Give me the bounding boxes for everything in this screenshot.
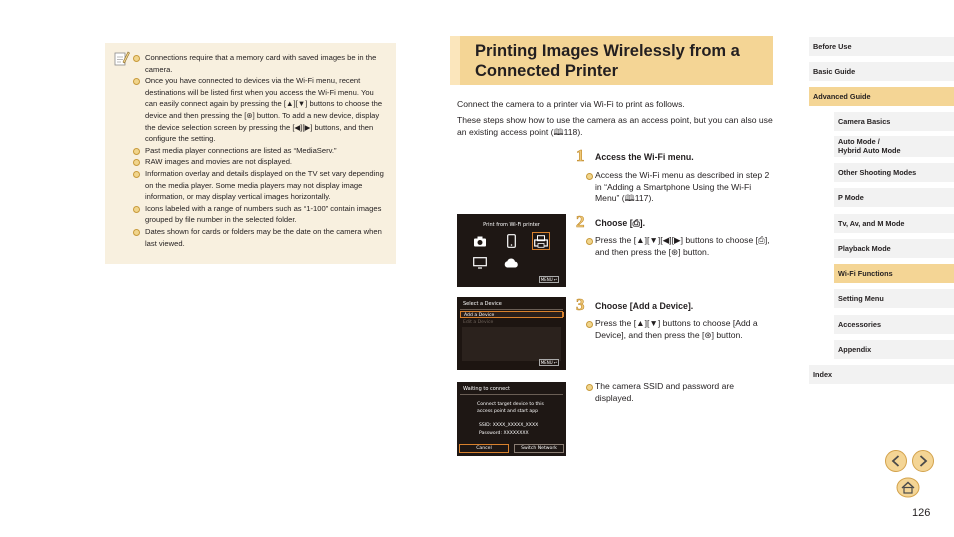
previous-page-button[interactable] (885, 450, 907, 472)
screen-title: Select a Device (463, 301, 502, 307)
arrow-left-icon (891, 455, 901, 467)
pencil-note-icon (112, 50, 130, 68)
tv-icon (471, 254, 489, 272)
camera-icon (471, 232, 489, 250)
camera-screen-select-device (457, 297, 566, 370)
page-title: Printing Images Wirelessly from a Connected Printer (475, 42, 740, 80)
step-number: 1 (576, 146, 585, 165)
cloud-icon (502, 254, 520, 272)
nav-setting-menu[interactable]: Setting Menu (834, 289, 954, 308)
note-item: Icons labeled with a range of numbers such as “1-100” contain images grouped by file number in the selected folder. (132, 203, 388, 226)
notes-box (105, 43, 396, 264)
nav-appendix[interactable]: Appendix (834, 340, 954, 359)
ssid-text: SSID: XXXX_XXXXX_XXXX (479, 423, 539, 428)
nav-auto-mode[interactable] (834, 136, 954, 157)
scrollbar-thumb (562, 312, 564, 317)
camera-screen-waiting (457, 382, 566, 456)
note-item: Information overlay and details displayed on the TV set vary depending on the media player. Some media players may not display image information, or may display vertical images horizontally. (132, 168, 388, 203)
nav-auto-mode-line2: Hybrid Auto Mode (838, 145, 901, 155)
screen-title: Print from Wi-Fi printer (483, 222, 540, 228)
nav-p-mode[interactable]: P Mode (834, 188, 954, 207)
nav-basic-guide[interactable]: Basic Guide (809, 62, 954, 81)
home-button[interactable] (896, 476, 920, 498)
home-icon (896, 476, 920, 498)
step-number: 2 (576, 212, 585, 231)
nav-before-use[interactable]: Before Use (809, 37, 954, 56)
switch-network-button[interactable]: Switch Network (514, 444, 564, 453)
note-item: RAW images and movies are not displayed. (132, 156, 388, 168)
step-text: Press the [▲][▼][◀][▶] buttons to choose [⎙], and then press the [⊛] button. (585, 235, 775, 258)
menu-back-badge: MENU ↩ (540, 360, 558, 365)
nav-playback-mode[interactable]: Playback Mode (834, 239, 954, 258)
step-text: Press the [▲][▼] buttons to choose [Add a Device], and then press the [⊛] button. (585, 318, 775, 341)
nav-advanced-guide[interactable]: Advanced Guide (809, 87, 954, 106)
title-banner (450, 36, 773, 85)
step-title: Access the Wi-Fi menu. (595, 152, 694, 162)
edit-device-row[interactable]: Edit a Device (463, 320, 494, 325)
nav-auto-mode-line1: Auto Mode / (838, 137, 880, 146)
divider (460, 394, 563, 395)
camera-screen-print-menu (457, 214, 566, 287)
arrow-right-icon (918, 455, 928, 467)
divider (460, 309, 563, 310)
step-title: Choose [Add a Device]. (595, 301, 694, 311)
nav-accessories[interactable]: Accessories (834, 315, 954, 334)
note-item: Past media player connections are listed as “MediaServ.” (132, 145, 388, 157)
nav-camera-basics[interactable]: Camera Basics (834, 112, 954, 131)
connect-message-line2: access point and start app (477, 409, 539, 414)
nav-index[interactable]: Index (809, 365, 954, 384)
screen-title: Waiting to connect (463, 386, 510, 392)
nav-other-shooting-modes[interactable]: Other Shooting Modes (834, 163, 954, 182)
page-number: 126 (912, 507, 931, 519)
next-page-button[interactable] (912, 450, 934, 472)
nav-tv-av-m-mode[interactable]: Tv, Av, and M Mode (834, 214, 954, 233)
step-text: Access the Wi-Fi menu as described in step 2 in “Adding a Smartphone Using the Wi-Fi Menu” (🕮117). (585, 170, 775, 205)
menu-back-badge: MENU ↩ (540, 277, 558, 282)
empty-list-area (462, 327, 561, 361)
step-text: The camera SSID and password are displayed. (585, 381, 775, 404)
intro-text-2: These steps show how to use the camera as an access point, but you can also use an existing access point (🕮118). (457, 115, 773, 137)
notes-list (132, 52, 388, 249)
intro-text: Connect the camera to a printer via Wi-Fi to print as follows. (457, 99, 685, 109)
step-number: 3 (576, 295, 585, 314)
cancel-button[interactable]: Cancel (459, 444, 509, 453)
step-title: Choose [⎙]. (595, 218, 646, 228)
smartphone-icon (502, 232, 520, 250)
connect-message-line1: Connect target device to this (477, 402, 544, 407)
add-device-row[interactable]: Add a Device (460, 311, 563, 318)
printer-icon (532, 232, 550, 250)
note-item: Dates shown for cards or folders may be the date on the camera when last viewed. (132, 226, 388, 249)
password-text: Password: XXXXXXXX (479, 431, 529, 436)
note-item: Once you have connected to devices via the Wi-Fi menu, recent destinations will be listed first when you access the Wi-Fi menu. You can easily connect again by pressing the [▲][▼] buttons to choose the device and then pressing the [⊛] button. To add a new device, display the device selection screen by pressing the [◀][▶] buttons, and then configure the setting. (132, 75, 388, 145)
nav-wifi-functions[interactable]: Wi-Fi Functions (834, 264, 954, 283)
note-item: Connections require that a memory card with saved images be in the camera. (132, 52, 388, 75)
